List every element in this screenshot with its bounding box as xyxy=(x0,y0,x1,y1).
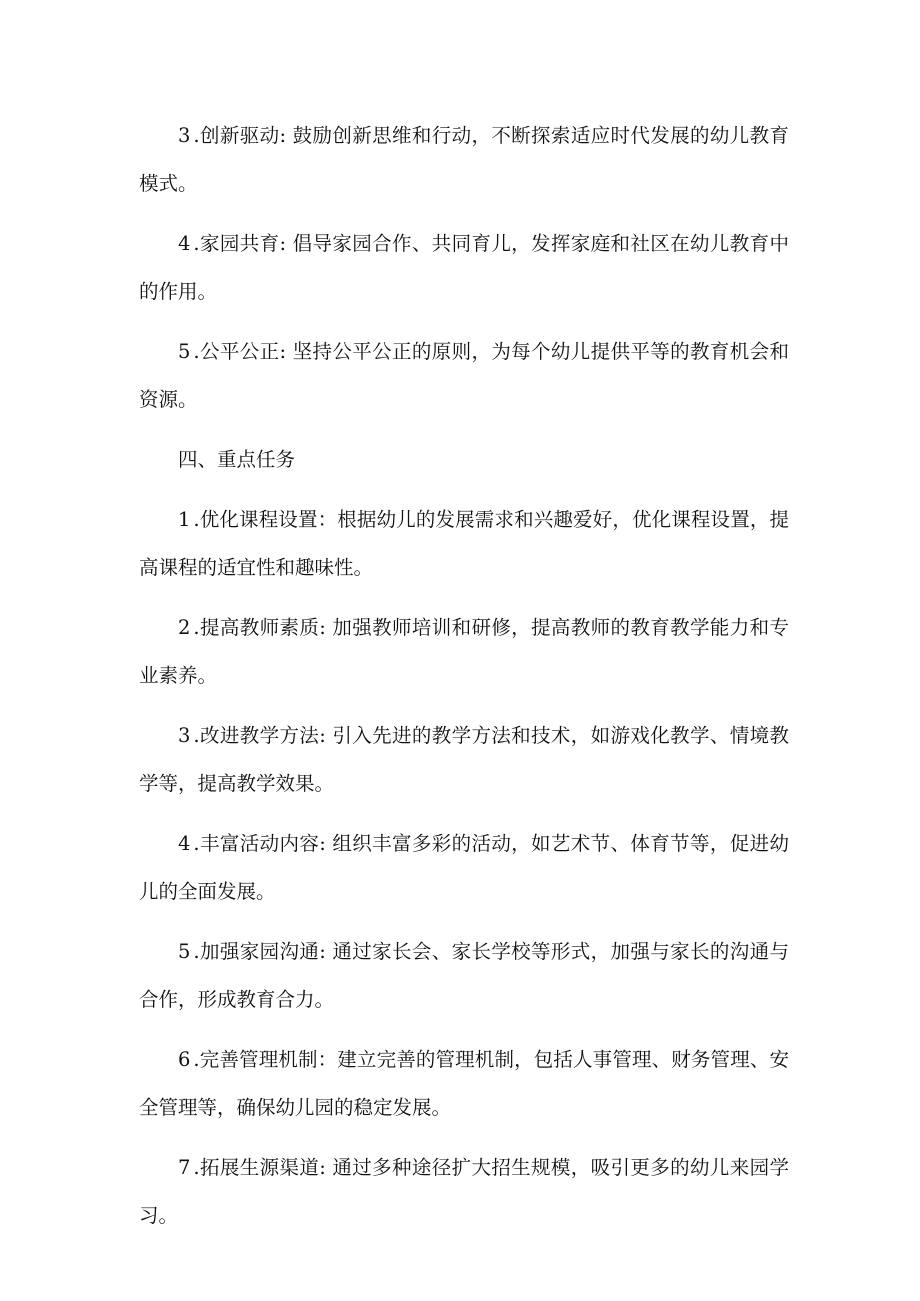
task-item-6 xyxy=(139,1036,789,1132)
principle-item-4 xyxy=(139,220,789,316)
item-number: 3 xyxy=(178,124,194,147)
item-text: .丰富活动内容: 组织丰富多彩的活动，如艺术节、体育节等，促进幼儿的全面发展。 xyxy=(139,832,789,903)
task-item-7 xyxy=(139,1144,789,1240)
task-item-5 xyxy=(139,928,789,1024)
item-number: 3 xyxy=(178,724,194,747)
item-text: .完善管理机制：建立完善的管理机制，包括人事管理、财务管理、安全管理等，确保幼儿园的稳定发展。 xyxy=(139,1048,789,1119)
item-text: .加强家园沟通: 通过家长会、家长学校等形式，加强与家长的沟通与合作，形成教育合力。 xyxy=(139,940,789,1011)
item-text: .改进教学方法: 引入先进的教学方法和技术，如游戏化教学、情境教学等，提高教学效果。 xyxy=(139,724,789,795)
item-number: 4 xyxy=(178,232,194,255)
item-text: .家园共育: 倡导家园合作、共同育儿，发挥家庭和社区在幼儿教育中的作用。 xyxy=(139,232,789,303)
item-number: 2 xyxy=(178,616,194,639)
item-number: 5 xyxy=(178,940,194,963)
principle-item-5 xyxy=(139,328,789,424)
task-item-3 xyxy=(139,712,789,808)
item-text: .公平公正: 坚持公平公正的原则，为每个幼儿提供平等的教育机会和资源。 xyxy=(139,340,789,411)
item-text: .提高教师素质: 加强教师培训和研修，提高教师的教育教学能力和专业素养。 xyxy=(139,616,789,687)
item-text: .创新驱动: 鼓励创新思维和行动，不断探索适应时代发展的幼儿教育模式。 xyxy=(139,124,789,195)
item-text: .拓展生源渠道: 通过多种途径扩大招生规模，吸引更多的幼儿来园学习。 xyxy=(139,1156,789,1227)
item-number: 4 xyxy=(178,832,194,855)
item-number: 7 xyxy=(178,1156,194,1179)
item-number: 5 xyxy=(178,340,194,363)
principle-item-3 xyxy=(139,112,789,208)
item-text: .优化课程设置：根据幼儿的发展需求和兴趣爱好，优化课程设置，提高课程的适宜性和趣味性。 xyxy=(139,508,789,579)
task-item-2 xyxy=(139,604,789,700)
item-number: 1 xyxy=(178,508,194,531)
section-heading: 四、重点任务 xyxy=(178,448,296,471)
document-body xyxy=(139,112,789,1252)
item-number: 6 xyxy=(178,1048,194,1071)
task-item-1 xyxy=(139,496,789,592)
task-item-4 xyxy=(139,820,789,916)
